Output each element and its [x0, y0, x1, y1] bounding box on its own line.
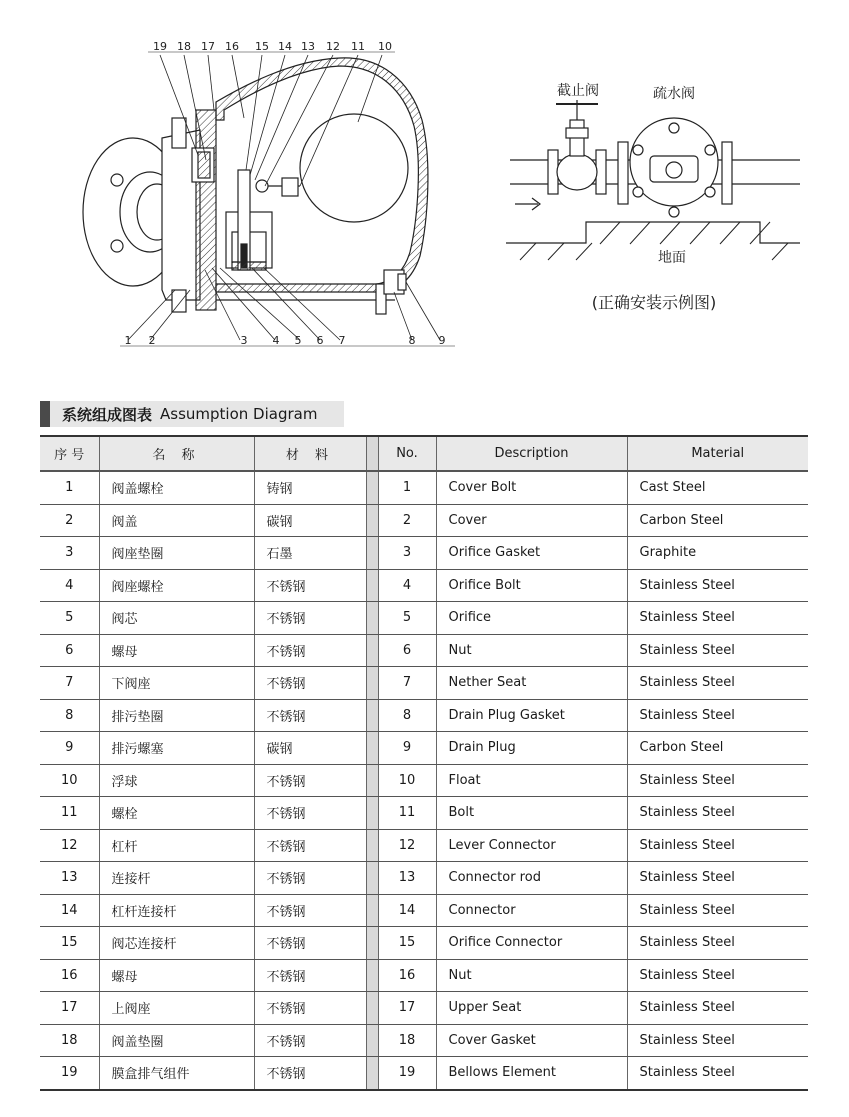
cell-no: 1: [378, 471, 436, 504]
cell-material: 不锈钢: [254, 927, 366, 960]
cell-name: 螺母: [99, 634, 254, 667]
cell-material-en: Stainless Steel: [627, 1057, 808, 1090]
cell-no: 5: [378, 602, 436, 635]
cell-material-en: Stainless Steel: [627, 569, 808, 602]
cell-description: Nut: [436, 634, 627, 667]
table-row: [40, 504, 808, 537]
cell-seq: 18: [40, 1024, 99, 1057]
cell-name: 阀座垫圈: [99, 537, 254, 570]
cell-seq: 16: [40, 959, 99, 992]
cell-material-en: Stainless Steel: [627, 959, 808, 992]
cell-no: 7: [378, 667, 436, 700]
cell-material-en: Graphite: [627, 537, 808, 570]
cell-material-en: Stainless Steel: [627, 829, 808, 862]
callout: 15: [255, 40, 269, 53]
cell-seq: 2: [40, 504, 99, 537]
cell-no: 4: [378, 569, 436, 602]
table-divider: [366, 436, 378, 471]
installation-drawing: [506, 100, 800, 260]
cell-description: Orifice Bolt: [436, 569, 627, 602]
table-row: [40, 959, 808, 992]
cell-no: 16: [378, 959, 436, 992]
callout: 18: [177, 40, 191, 53]
diagram-caption: (正确安装示例图): [591, 293, 717, 312]
cell-material: 不锈钢: [254, 569, 366, 602]
cell-description: Nut: [436, 959, 627, 992]
cell-material: 铸钢: [254, 471, 366, 504]
table-divider: [366, 894, 378, 927]
callouts-bottom: [125, 334, 446, 347]
table-divider: [366, 862, 378, 895]
cell-description: Cover Bolt: [436, 471, 627, 504]
callout: 2: [148, 334, 156, 347]
cell-no: 8: [378, 699, 436, 732]
cell-name: 膜盒排气组件: [99, 1057, 254, 1090]
cell-material: 碳钢: [254, 504, 366, 537]
cell-material-en: Stainless Steel: [627, 992, 808, 1025]
header-material: 材 料: [254, 436, 366, 471]
table-divider: [366, 959, 378, 992]
cell-material-en: Stainless Steel: [627, 764, 808, 797]
cell-no: 14: [378, 894, 436, 927]
table-row: [40, 667, 808, 700]
cell-no: 13: [378, 862, 436, 895]
table-divider: [366, 634, 378, 667]
table-divider: [366, 992, 378, 1025]
cell-material: 石墨: [254, 537, 366, 570]
cell-material: 碳钢: [254, 732, 366, 765]
cell-name: 排污螺塞: [99, 732, 254, 765]
table-row: [40, 732, 808, 765]
table-row: [40, 699, 808, 732]
callout: 12: [326, 40, 340, 53]
table-divider: [366, 797, 378, 830]
table-row: [40, 829, 808, 862]
cell-description: Orifice: [436, 602, 627, 635]
callout: 17: [201, 40, 215, 53]
cell-seq: 5: [40, 602, 99, 635]
cell-no: 11: [378, 797, 436, 830]
cell-description: Connector rod: [436, 862, 627, 895]
cell-seq: 8: [40, 699, 99, 732]
cell-seq: 9: [40, 732, 99, 765]
cell-name: 阀盖螺栓: [99, 471, 254, 504]
cell-material-en: Carbon Steel: [627, 732, 808, 765]
table-divider: [366, 699, 378, 732]
cell-material-en: Stainless Steel: [627, 634, 808, 667]
cell-material-en: Stainless Steel: [627, 1024, 808, 1057]
table-divider: [366, 504, 378, 537]
table-row: [40, 862, 808, 895]
trap-section-drawing: [83, 52, 455, 346]
cell-no: 19: [378, 1057, 436, 1090]
table-row: [40, 992, 808, 1025]
callout: 8: [408, 334, 416, 347]
cell-no: 3: [378, 537, 436, 570]
table-row: [40, 1057, 808, 1090]
cell-seq: 3: [40, 537, 99, 570]
callout: 11: [351, 40, 365, 53]
cell-name: 排污垫圈: [99, 699, 254, 732]
cell-name: 阀芯: [99, 602, 254, 635]
table-row: [40, 602, 808, 635]
header-name: 名 称: [99, 436, 254, 471]
cell-material: 不锈钢: [254, 894, 366, 927]
table-row: [40, 797, 808, 830]
cell-seq: 17: [40, 992, 99, 1025]
table-divider: [366, 1057, 378, 1090]
cell-no: 15: [378, 927, 436, 960]
table-divider: [366, 829, 378, 862]
table-row: [40, 927, 808, 960]
cell-name: 浮球: [99, 764, 254, 797]
cell-no: 2: [378, 504, 436, 537]
cell-seq: 11: [40, 797, 99, 830]
parts-table: [40, 435, 808, 1091]
table-row: [40, 894, 808, 927]
cell-material-en: Carbon Steel: [627, 504, 808, 537]
callout: 4: [272, 334, 280, 347]
table-row: [40, 471, 808, 504]
cell-material-en: Stainless Steel: [627, 927, 808, 960]
callout: 1: [124, 334, 132, 347]
cell-material-en: Stainless Steel: [627, 667, 808, 700]
figure-area: [0, 0, 849, 390]
table-divider: [366, 1024, 378, 1057]
cell-material: 不锈钢: [254, 602, 366, 635]
table-row: [40, 764, 808, 797]
cell-description: Connector: [436, 894, 627, 927]
table-divider: [366, 602, 378, 635]
cell-name: 上阀座: [99, 992, 254, 1025]
cell-name: 阀座螺栓: [99, 569, 254, 602]
cell-description: Nether Seat: [436, 667, 627, 700]
callout: 10: [378, 40, 392, 53]
cell-description: Orifice Connector: [436, 927, 627, 960]
cell-seq: 14: [40, 894, 99, 927]
cell-name: 阀盖: [99, 504, 254, 537]
cell-material: 不锈钢: [254, 992, 366, 1025]
cell-material-en: Cast Steel: [627, 471, 808, 504]
cell-name: 杠杆连接杆: [99, 894, 254, 927]
table-row: [40, 634, 808, 667]
section-title-zh: 系统组成图表: [62, 405, 153, 424]
table-row: [40, 569, 808, 602]
cell-name: 杠杆: [99, 829, 254, 862]
header-material-en: Material: [627, 436, 808, 471]
cell-seq: 12: [40, 829, 99, 862]
section-marker: [40, 401, 50, 427]
cell-description: Bellows Element: [436, 1057, 627, 1090]
cell-material: 不锈钢: [254, 634, 366, 667]
table-divider: [366, 764, 378, 797]
table-divider: [366, 471, 378, 504]
stop-valve-label: 截止阀: [557, 83, 599, 99]
callout: 3: [240, 334, 248, 347]
table-divider: [366, 537, 378, 570]
cell-seq: 10: [40, 764, 99, 797]
cell-seq: 4: [40, 569, 99, 602]
cell-name: 螺栓: [99, 797, 254, 830]
cell-material: 不锈钢: [254, 1057, 366, 1090]
section-header: [40, 401, 344, 427]
table-divider: [366, 927, 378, 960]
cell-material: 不锈钢: [254, 797, 366, 830]
callout: 19: [153, 40, 167, 53]
table-row: [40, 1024, 808, 1057]
cell-material: 不锈钢: [254, 764, 366, 797]
cell-description: Float: [436, 764, 627, 797]
header-no: No.: [378, 436, 436, 471]
cell-seq: 7: [40, 667, 99, 700]
cell-name: 连接杆: [99, 862, 254, 895]
cell-material-en: Stainless Steel: [627, 894, 808, 927]
cell-material: 不锈钢: [254, 699, 366, 732]
callout: 7: [338, 334, 346, 347]
cell-name: 下阀座: [99, 667, 254, 700]
cell-material-en: Stainless Steel: [627, 699, 808, 732]
cell-name: 螺母: [99, 959, 254, 992]
float-ball: [300, 114, 408, 222]
cell-no: 18: [378, 1024, 436, 1057]
table-divider: [366, 667, 378, 700]
cell-material-en: Stainless Steel: [627, 602, 808, 635]
callout: 16: [225, 40, 239, 53]
callout: 13: [301, 40, 315, 53]
cell-material-en: Stainless Steel: [627, 862, 808, 895]
cell-description: Orifice Gasket: [436, 537, 627, 570]
ground-label: 地面: [658, 250, 686, 266]
cell-description: Bolt: [436, 797, 627, 830]
cell-seq: 19: [40, 1057, 99, 1090]
cell-description: Drain Plug: [436, 732, 627, 765]
callout: 6: [316, 334, 324, 347]
callout: 9: [438, 334, 446, 347]
cell-description: Drain Plug Gasket: [436, 699, 627, 732]
cell-material: 不锈钢: [254, 1024, 366, 1057]
cell-seq: 13: [40, 862, 99, 895]
cell-no: 9: [378, 732, 436, 765]
header-description: Description: [436, 436, 627, 471]
cell-name: 阀盖垫圈: [99, 1024, 254, 1057]
cell-no: 10: [378, 764, 436, 797]
cell-description: Upper Seat: [436, 992, 627, 1025]
table-row: [40, 537, 808, 570]
section-title-en: Assumption Diagram: [160, 405, 318, 423]
cell-seq: 15: [40, 927, 99, 960]
cell-description: Cover Gasket: [436, 1024, 627, 1057]
header-seq: 序 号: [40, 436, 99, 471]
table-divider: [366, 569, 378, 602]
cell-material: 不锈钢: [254, 959, 366, 992]
cell-description: Lever Connector: [436, 829, 627, 862]
parts-table-body: [40, 471, 808, 1090]
table-divider: [366, 732, 378, 765]
cell-material-en: Stainless Steel: [627, 797, 808, 830]
cell-no: 6: [378, 634, 436, 667]
cell-seq: 6: [40, 634, 99, 667]
cell-material: 不锈钢: [254, 862, 366, 895]
callout: 14: [278, 40, 292, 53]
cell-material: 不锈钢: [254, 667, 366, 700]
table-header-row: [40, 436, 808, 471]
callout: 5: [294, 334, 302, 347]
trap-label: 疏水阀: [653, 86, 695, 102]
cell-material: 不锈钢: [254, 829, 366, 862]
cell-description: Cover: [436, 504, 627, 537]
cell-no: 12: [378, 829, 436, 862]
cell-seq: 1: [40, 471, 99, 504]
cell-name: 阀芯连接杆: [99, 927, 254, 960]
callouts-top: [153, 40, 392, 53]
cell-no: 17: [378, 992, 436, 1025]
